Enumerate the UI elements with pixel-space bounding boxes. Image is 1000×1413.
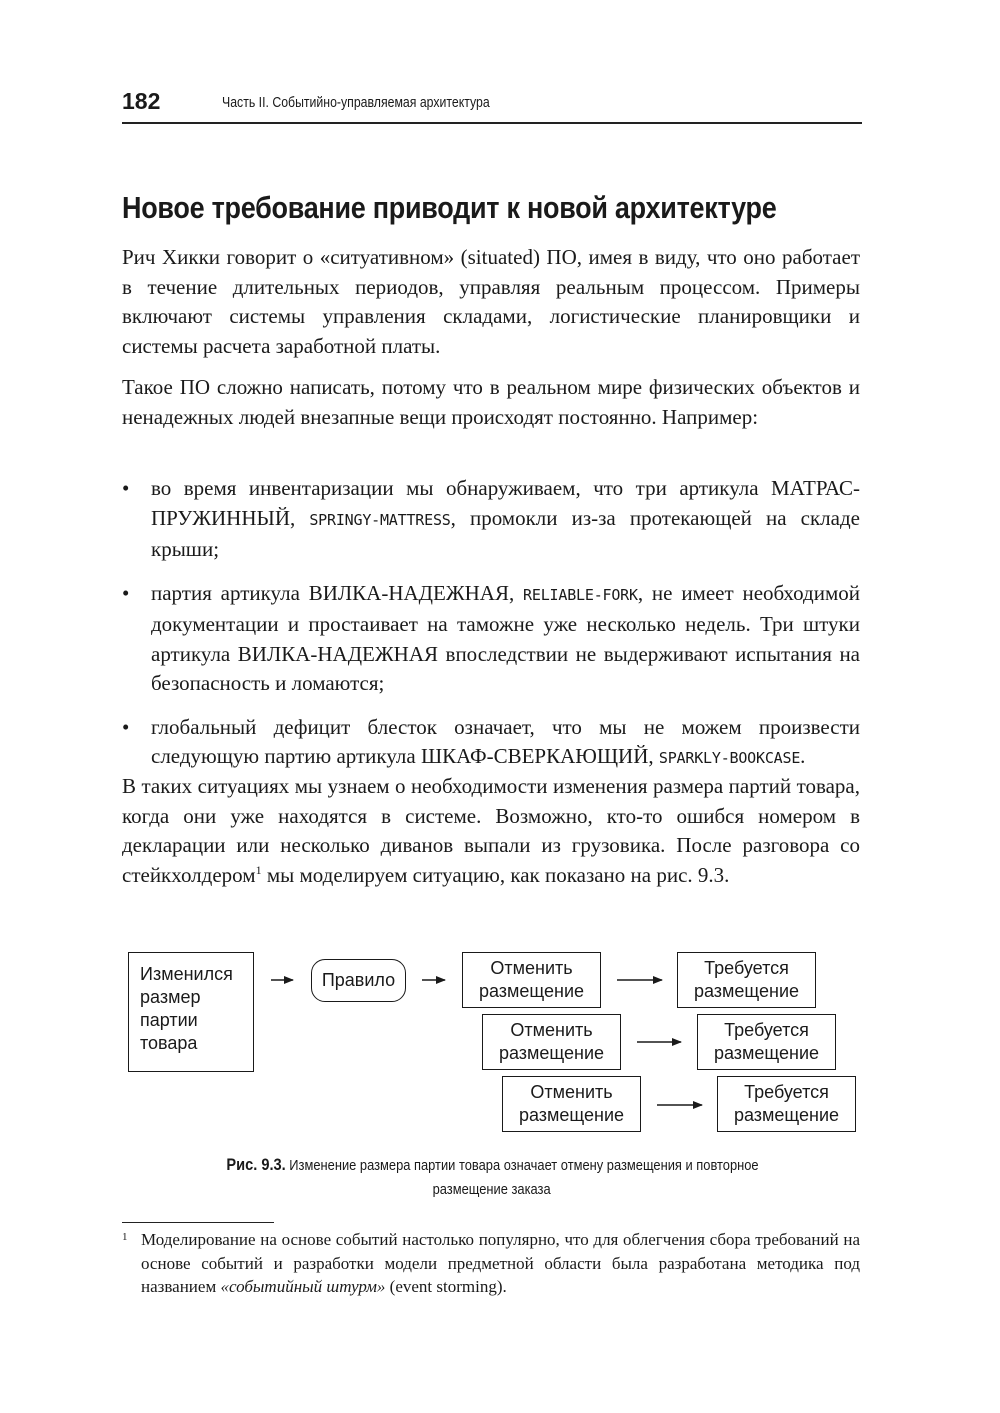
running-head: Часть II. Событийно-управляемая архитектура [222,94,490,111]
bullet-mark: • [122,714,130,739]
bullet-list [122,474,860,788]
list-item [122,579,860,699]
bullet-mark: • [122,580,130,605]
cancel-placement-box: Отменить размещение [462,952,601,1008]
footnote-number: 1 [122,1231,128,1243]
bullet-mark: • [122,476,130,500]
caption-label: Рис. 9.3. [225,1155,286,1174]
paragraph-3-text: В таких ситуациях мы узнаем о необходимости изменения размера партий товара, когда они уже находятся в системе. Возможно, кто-то ошибся номером в декларации или несколько диванов выпали из грузовика. После разговора со стейкхолдером [122,774,860,887]
figure-caption [122,1153,862,1202]
caption-text-line-2: размещение заказа [432,1181,552,1198]
caption-text: Изменение размера партии товара означает отмену размещения и повторное [285,1157,759,1174]
footnote-text-end: (event storming). [385,1277,507,1296]
footnote-divider [122,1222,274,1223]
cancel-placement-box: Отменить размещение [502,1076,641,1132]
paragraph-3 [122,772,860,890]
code-inline: SPRINGY-MATTRESS [309,510,451,529]
paragraph-3-text-end: мы моделируем ситуацию, как показано на рис. 9.3. [261,862,730,887]
list-item-text: во время инвентаризации мы обнаруживаем, что три артикула МАТРАС-ПРУЖИННЫЙ, [151,476,860,530]
section-title: Новое требование приводит к новой архитектуре [122,190,777,225]
list-item-text: , не имеет необходимой документации и простаивает на таможне уже несколько недель. Три штуки артикула ВИЛКА-НАДЕЖНАЯ впоследствии не выдерживают испытания на безопасность и ломаются; [151,580,860,695]
requires-placement-box: Требуется размещение [717,1076,856,1132]
page-number: 182 [122,88,161,114]
footnote [122,1228,860,1299]
list-item-text: , промокли из-за протекающей на складе крыши; [151,505,860,561]
list-item [122,713,860,774]
list-item [122,474,860,565]
figure-9-3 [122,945,862,1145]
footnote-term: «событийный штурм» [220,1277,386,1296]
list-item-text: . [800,744,806,768]
list-item-text: партия артикула ВИЛКА-НАДЕЖНАЯ, [151,580,524,605]
cancel-placement-box: Отменить размещение [482,1014,621,1070]
footnote-ref: 1 [255,862,262,877]
footnote-text: Моделирование на основе событий настолько популярно, что для облегчения сбора требований на основе событий и разработки модели предметной области была разработана методика под названием [141,1230,860,1296]
paragraph-2: Такое ПО сложно написать, потому что в реальном мире физических объектов и ненадежных людей внезапные вещи происходят постоянно. Например: [122,375,860,429]
page-header [122,86,862,124]
start-box: Изменился размер партии товара [128,952,254,1072]
code-inline: RELIABLE-FORK [523,585,638,604]
code-inline: SPARKLY-BOOKCASE [658,749,801,767]
list-item-text: глобальный дефицит блесток означает, что мы не можем произвести следующую партию артикула ШКАФ-СВЕРКАЮЩИЙ, [151,714,860,768]
rule-box: Правило [311,959,406,1002]
requires-placement-box: Требуется размещение [677,952,816,1008]
requires-placement-box: Требуется размещение [697,1014,836,1070]
paragraph-1: Рич Хикки говорит о «ситуативном» (situated) ПО, имея в виду, что оно работает в течение длительных периодов, управляя реальным процессом. Примеры включают системы управления складами, логистические планировщики и системы расчета заработной платы. [122,245,860,358]
